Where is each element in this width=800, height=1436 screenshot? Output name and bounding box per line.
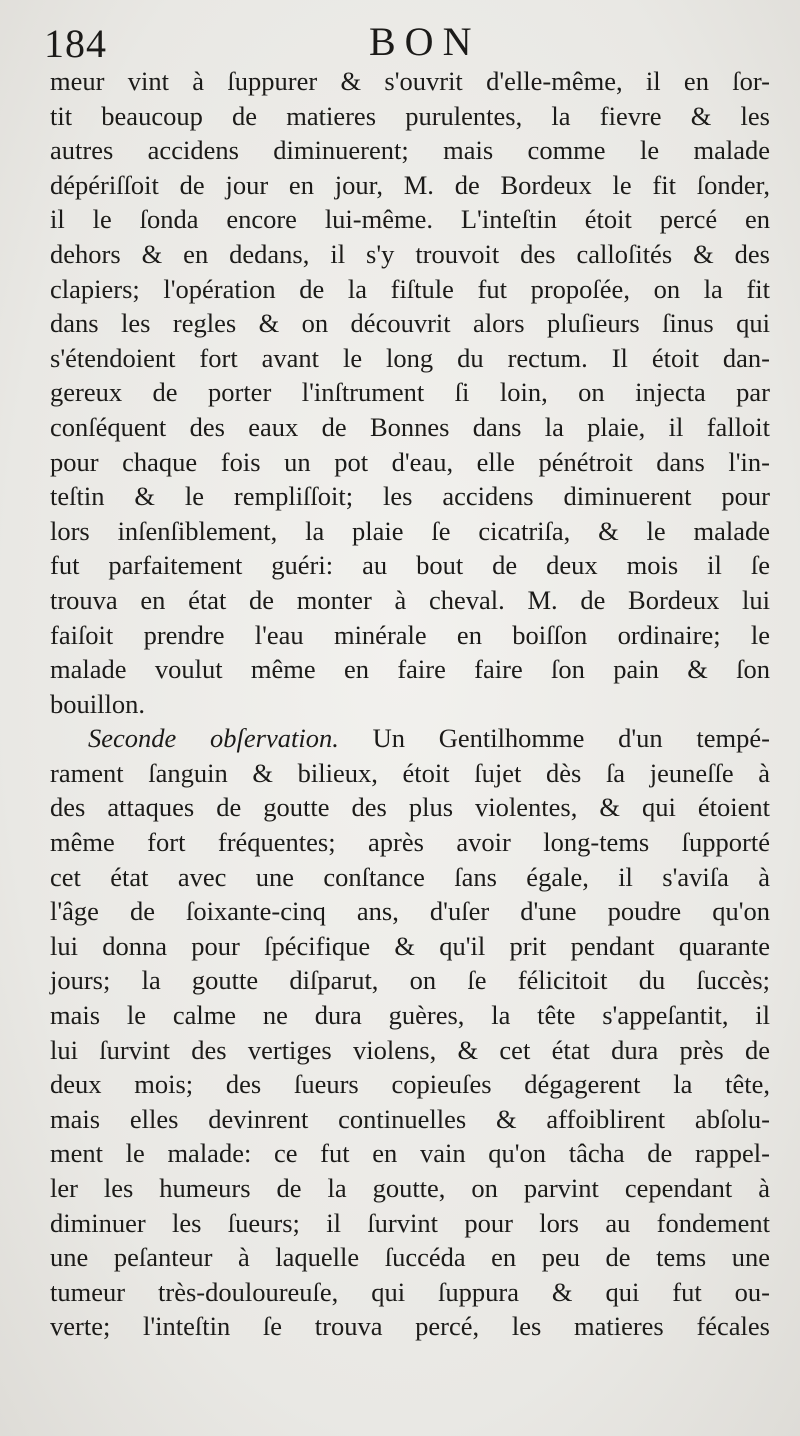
line-text: dehors & en dedans, il s'y trouvoit des calloſités & des: [50, 238, 770, 269]
text-line: [50, 1206, 770, 1241]
line-text: deux mois; des ſueurs copieuſes dégagerent la tête,: [50, 1069, 770, 1100]
text-line: [50, 202, 770, 237]
text-line: [50, 894, 770, 929]
line-text: faiſoit prendre l'eau minérale en boiſſon ordinaire; le: [50, 619, 770, 650]
text-line: [50, 1136, 770, 1171]
line-text: mais elles devinrent continuelles & affoiblirent abſolu-: [50, 1103, 770, 1134]
text-line: [50, 860, 770, 895]
line-text: ment le malade: ce fut en vain qu'on tâcha de rappel-: [50, 1138, 770, 1169]
text-line: [50, 756, 770, 791]
running-head: [44, 12, 770, 66]
observation-heading: Seconde obſervation.: [88, 723, 339, 754]
text-line: [50, 548, 770, 583]
text-line: [50, 929, 770, 964]
text-line: [50, 1067, 770, 1102]
line-text: tit beaucoup de matieres purulentes, la fievre & les: [50, 100, 770, 131]
text-line: [50, 1309, 770, 1344]
text-line: [50, 825, 770, 860]
text-line: [50, 790, 770, 825]
text-line: [50, 963, 770, 998]
text-line: [50, 1033, 770, 1068]
line-text: rament ſanguin & bilieux, étoit ſujet dès ſa jeuneſſe à: [50, 757, 770, 788]
line-text: malade voulut même en faire faire ſon pain & ſon: [50, 654, 770, 685]
text-line: [50, 1102, 770, 1137]
line-text: il le ſonda encore lui-même. L'inteſtin étoit percé en: [50, 204, 770, 235]
text-line: [50, 687, 770, 722]
line-text: conſéquent des eaux de Bonnes dans la plaie, il falloit: [50, 411, 770, 442]
line-text: lui ſurvint des vertiges violens, & cet état dura près de: [50, 1034, 770, 1065]
text-line: [50, 237, 770, 272]
line-text: même fort fréquentes; après avoir long-tems ſupporté: [50, 827, 770, 858]
line-text: diminuer les ſueurs; il ſurvint pour lors au fondement: [50, 1207, 770, 1238]
text-line: [50, 375, 770, 410]
text-line: [50, 1240, 770, 1275]
text-line: [50, 168, 770, 203]
text-line: [50, 479, 770, 514]
text-line: [50, 410, 770, 445]
line-text: l'âge de ſoixante-cinq ans, d'uſer d'une poudre qu'on: [50, 896, 770, 927]
text-line: [50, 514, 770, 549]
text-line: [50, 99, 770, 134]
line-text: fut parfaitement guéri: au bout de deux mois il ſe: [50, 550, 770, 581]
line-text: clapiers; l'opération de la fiſtule fut propoſée, on la fit: [50, 273, 770, 304]
text-line: [50, 133, 770, 168]
line-text: une peſanteur à laquelle ſuccéda en peu de tems une: [50, 1242, 770, 1273]
text-line: [50, 998, 770, 1033]
text-line: [50, 341, 770, 376]
text-line: [50, 721, 770, 756]
text-line: [50, 445, 770, 480]
text-line: [50, 64, 770, 99]
line-text: bouillon.: [50, 688, 145, 719]
line-text: tumeur très-douloureuſe, qui ſuppura & qui fut ou-: [50, 1276, 770, 1307]
text-line: [50, 1171, 770, 1206]
text-line: [50, 272, 770, 307]
body-text: [50, 64, 770, 1344]
line-text: teſtin & le rempliſſoit; les accidens diminuerent pour: [50, 481, 770, 512]
text-line: [50, 652, 770, 687]
line-text: jours; la goutte diſparut, on ſe félicitoit du ſuccès;: [50, 965, 770, 996]
running-title: BON: [369, 19, 481, 64]
line-text: trouva en état de monter à cheval. M. de Bordeux lui: [50, 584, 770, 615]
text-line: [50, 583, 770, 618]
line-text: des attaques de goutte des plus violentes, & qui étoient: [50, 792, 770, 823]
line-text: dans les regles & on découvrit alors pluſieurs ſinus qui: [50, 308, 770, 339]
line-text: verte; l'inteſtin ſe trouva percé, les matieres fécales: [50, 1311, 770, 1342]
line-text: lui donna pour ſpécifique & qu'il prit pendant quarante: [50, 930, 770, 961]
line-text: gereux de porter l'inſtrument ſi loin, on injecta par: [50, 377, 770, 408]
text-line: [50, 1275, 770, 1310]
line-text: autres accidens diminuerent; mais comme le malade: [50, 135, 770, 166]
line-text: meur vint à ſuppurer & s'ouvrit d'elle-même, il en ſor-: [50, 66, 770, 96]
line-text: pour chaque fois un pot d'eau, elle pénétroit dans l'in-: [50, 446, 770, 477]
page-number: 184: [44, 21, 107, 66]
line-text: Un Gentilhomme d'un tempé-: [338, 723, 770, 754]
line-text: mais le calme ne dura guères, la tête s'appeſantit, il: [50, 1000, 770, 1031]
line-text: cet état avec une conſtance ſans égale, il s'aviſa à: [50, 861, 770, 892]
text-line: [50, 618, 770, 653]
line-text: ler les humeurs de la goutte, on parvint cependant à: [50, 1173, 770, 1203]
text-line: [50, 306, 770, 341]
line-text: lors inſenſiblement, la plaie ſe cicatriſa, & le malade: [50, 515, 770, 546]
line-text: s'étendoient fort avant le long du rectum. Il étoit dan-: [50, 342, 770, 373]
line-text: dépériſſoit de jour en jour, M. de Bordeux le fit ſonder,: [50, 169, 770, 200]
